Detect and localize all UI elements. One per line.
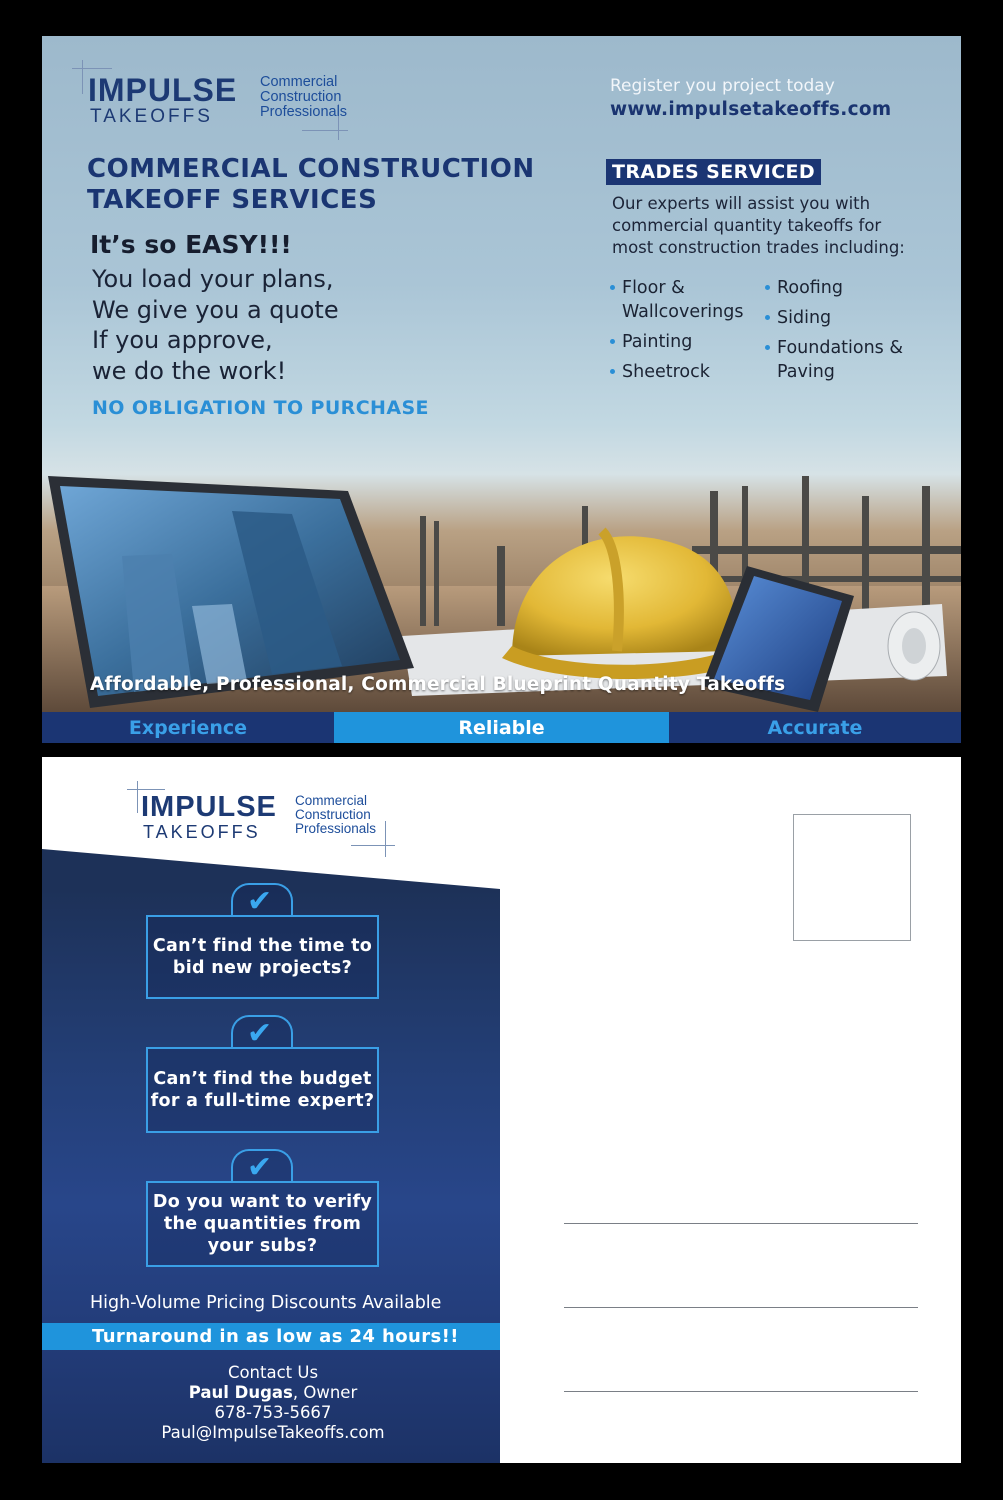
address-line xyxy=(564,1307,918,1308)
company-logo xyxy=(127,781,407,857)
trade-item: Floor & Wallcoverings xyxy=(610,276,760,324)
turnaround-banner: Turnaround in as low as 24 hours!! xyxy=(42,1323,500,1350)
trade-item: Roofing xyxy=(765,276,935,300)
trade-item: Siding xyxy=(765,306,935,330)
value-experience: Experience xyxy=(42,712,334,743)
headline: COMMERCIAL CONSTRUCTION TAKEOFF SERVICES xyxy=(87,154,535,215)
value-reliable: Reliable xyxy=(334,712,669,743)
trade-item: Sheetrock xyxy=(610,360,760,384)
construction-scene-image xyxy=(42,436,961,712)
trades-title: TRADES SERVICED xyxy=(606,159,821,185)
trades-list-right xyxy=(765,276,935,390)
logo-impulse: IMPULSE xyxy=(88,72,238,108)
question-box: Can’t find the budget for a full-time expert? xyxy=(146,1047,379,1133)
trade-item: Foundations & Paving xyxy=(765,336,935,384)
value-bar xyxy=(42,712,961,743)
company-logo xyxy=(72,60,372,140)
checkmark-icon: ✔ xyxy=(247,884,273,919)
website-link[interactable]: www.impulsetakeoffs.com xyxy=(610,99,892,120)
contact-phone[interactable]: 678-753-5667 xyxy=(214,1403,332,1422)
logo-tagline: Commercial Construction Professionals xyxy=(260,74,348,121)
trades-list-left xyxy=(610,276,760,390)
contact-email[interactable]: Paul@ImpulseTakeoffs.com xyxy=(161,1423,385,1442)
affordable-tagline: Affordable, Professional, Commercial Blueprint Quantity Takeoffs xyxy=(90,674,786,695)
easy-heading: It’s so EASY!!! xyxy=(90,230,292,259)
contact-block xyxy=(42,1363,504,1443)
postcard-front xyxy=(42,36,961,743)
address-line xyxy=(564,1391,918,1392)
contact-name-line: Paul Dugas, Owner xyxy=(188,1383,358,1402)
logo-takeoffs: TAKEOFFS xyxy=(143,822,261,842)
register-text: Register you project today xyxy=(610,76,835,96)
logo-tagline: Commercial Construction Professionals xyxy=(295,793,377,837)
logo-takeoffs: TAKEOFFS xyxy=(90,106,213,127)
logo-impulse: IMPULSE xyxy=(141,791,277,823)
question-box: Do you want to verify the quantities from your subs? xyxy=(146,1181,379,1267)
trades-description: Our experts will assist you with commercial quantity takeoffs for most construction trades including: xyxy=(612,194,905,257)
checkmark-icon: ✔ xyxy=(247,1016,273,1051)
address-line xyxy=(564,1223,918,1224)
no-obligation-text: NO OBLIGATION TO PURCHASE xyxy=(92,397,429,419)
stamp-box xyxy=(793,814,911,941)
postcard-back xyxy=(42,757,961,1463)
question-box: Can’t find the time to bid new projects? xyxy=(146,915,379,999)
contact-title: Contact Us xyxy=(227,1363,319,1382)
process-steps: You load your plans, We give you a quote If you approve, we do the work! xyxy=(92,265,339,385)
high-volume-text: High-Volume Pricing Discounts Available xyxy=(90,1293,442,1313)
value-accurate: Accurate xyxy=(669,712,961,743)
checkmark-icon: ✔ xyxy=(247,1150,273,1185)
trade-item: Painting xyxy=(610,330,760,354)
